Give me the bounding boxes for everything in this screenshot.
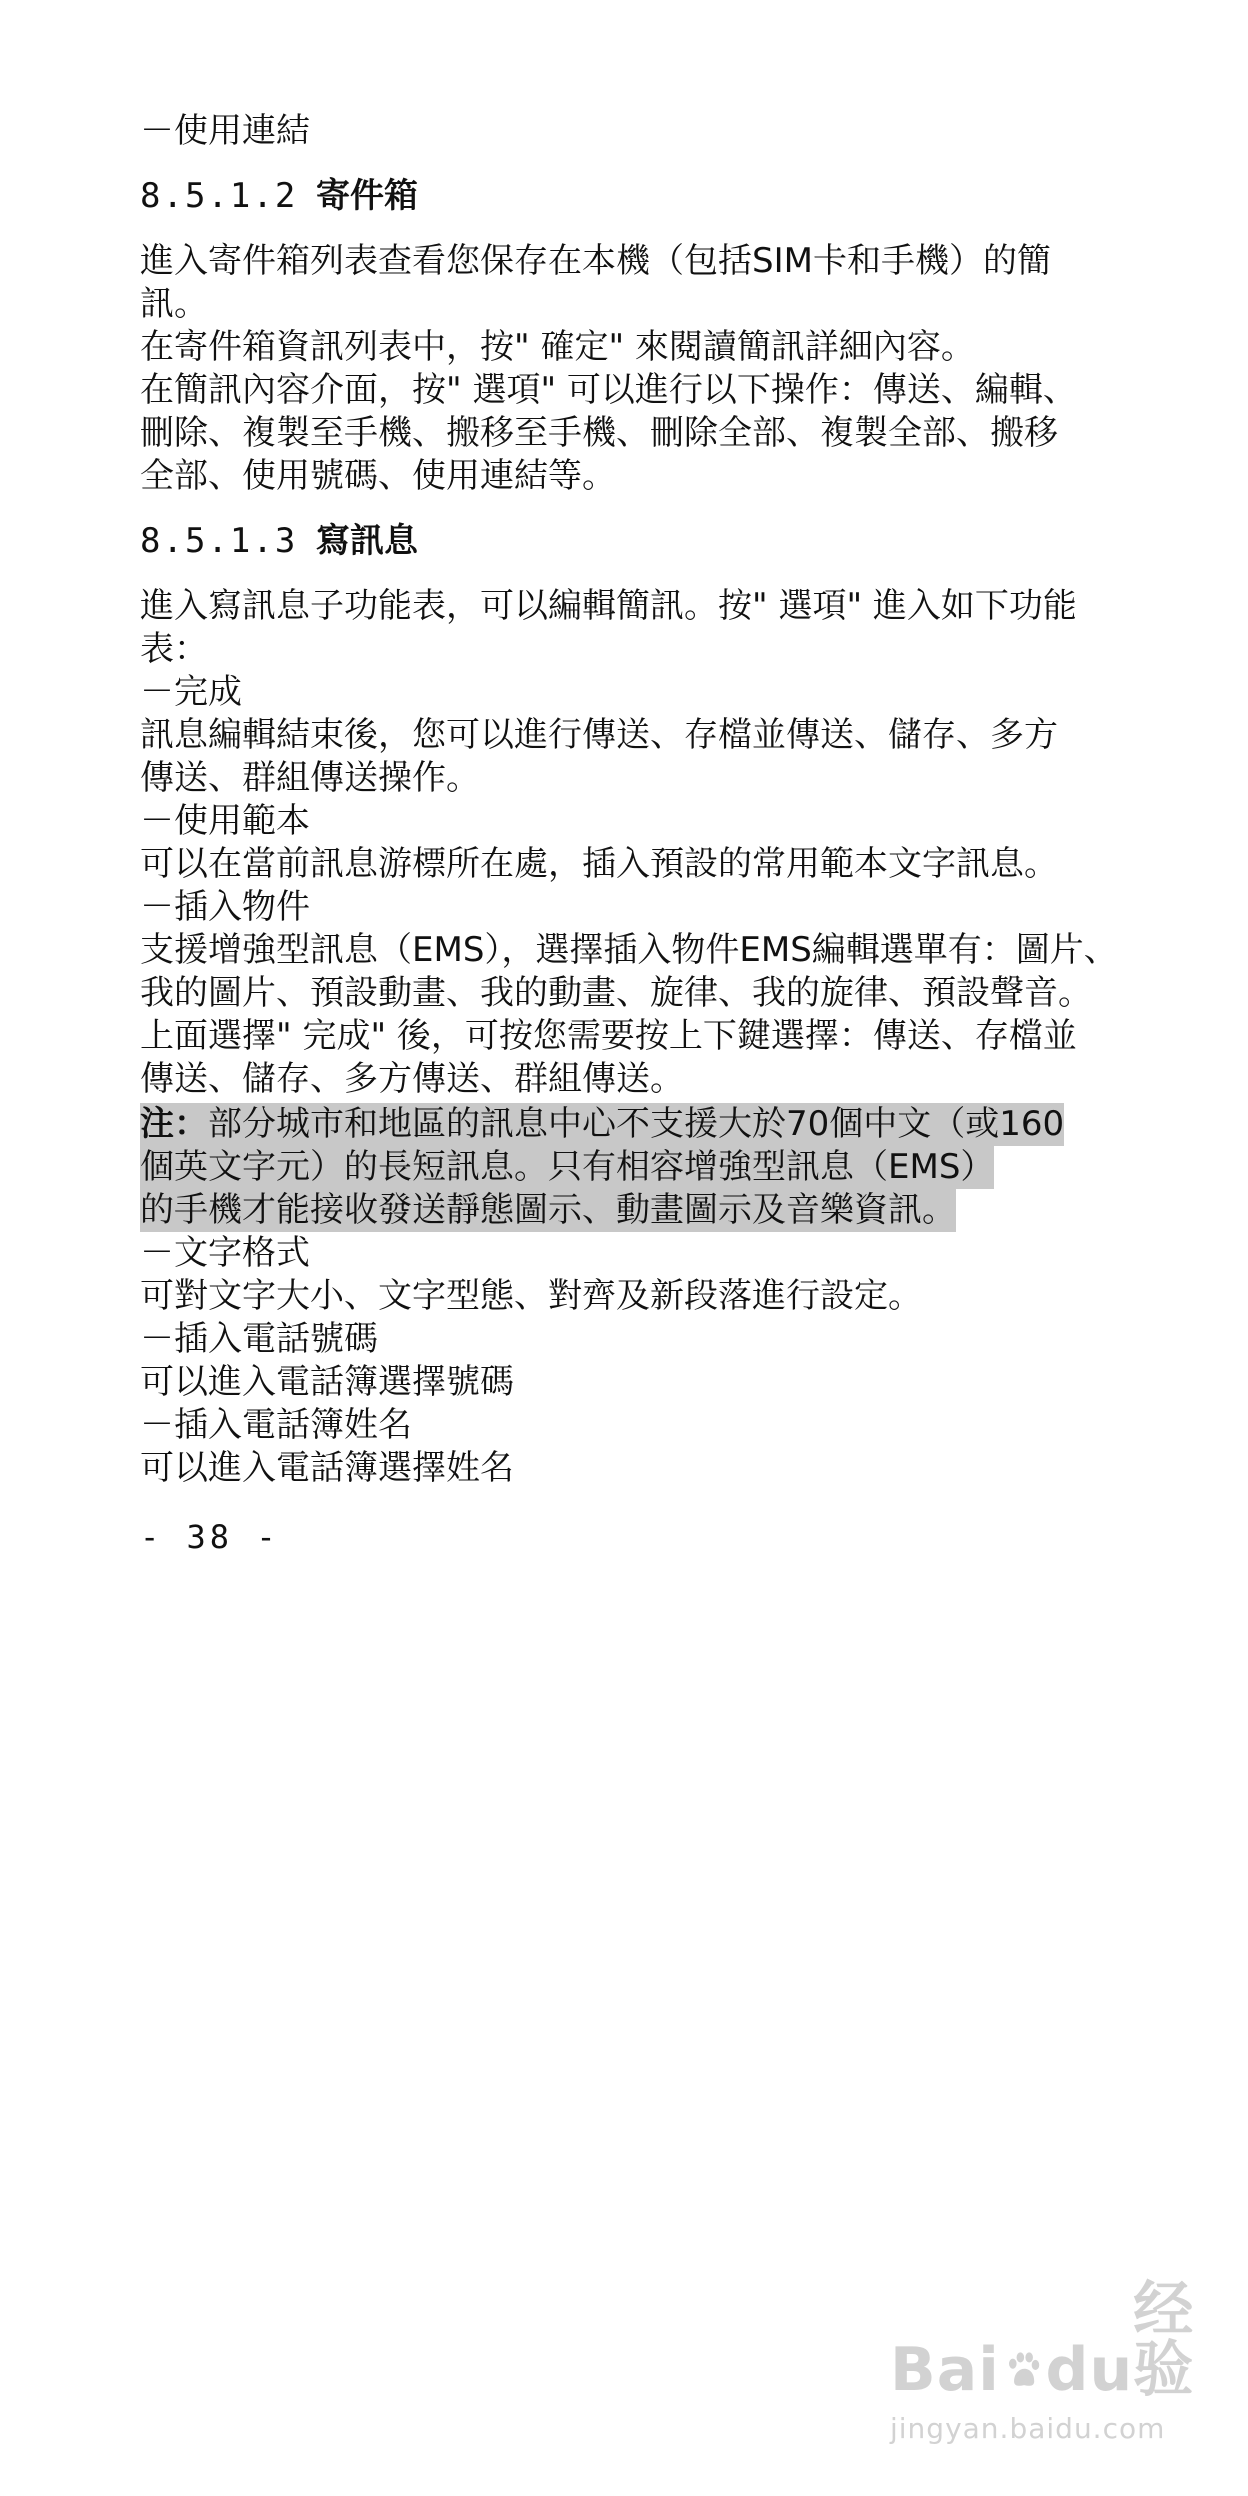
section-heading-8513: [140, 520, 1060, 563]
watermark-brand-mid: du: [1045, 2335, 1134, 2405]
text-line: －完成: [140, 672, 242, 712]
watermark-brand-left: Bai: [890, 2335, 1000, 2405]
text-line: 訊。: [140, 284, 208, 324]
text-line: 進入寫訊息子功能表，可以編輯簡訊。按" 選項" 進入如下功能: [140, 586, 1077, 626]
paw-icon: [1004, 2340, 1042, 2400]
text-line: －插入電話簿姓名: [140, 1405, 412, 1445]
text-line: －使用連結: [140, 111, 310, 151]
text-line: 支援增強型訊息（EMS），選擇插入物件EMS編輯選單有：圖片、: [140, 930, 1118, 970]
text-line: －文字格式: [140, 1233, 310, 1273]
page-number: - 38 -: [140, 1518, 280, 1556]
text-line: 傳送、群組傳送操作。: [140, 758, 480, 798]
text-line: 可以在當前訊息游標所在處，插入預設的常用範本文字訊息。: [140, 844, 1058, 884]
section-title: 寫訊息: [316, 521, 418, 561]
watermark-url: jingyan.baidu.com: [890, 2412, 1166, 2445]
text-line: 全部、使用號碼、使用連結等。: [140, 456, 616, 496]
text-line: 我的圖片、預設動畫、我的動畫、旋律、我的旋律、預設聲音。: [140, 973, 1092, 1013]
text-line: 刪除、複製至手機、搬移至手機、刪除全部、複製全部、搬移: [140, 413, 1058, 453]
text-line: 進入寄件箱列表查看您保存在本機（包括SIM卡和手機）的簡: [140, 241, 1051, 281]
text-line: 可以進入電話簿選擇姓名: [140, 1448, 514, 1488]
baidu-jingyan-watermark: [890, 2275, 1210, 2445]
section-8512-body: [140, 240, 1077, 498]
text-line: 在簡訊內容介面，按" 選項" 可以進行以下操作：傳送、編輯、: [140, 370, 1077, 410]
text-line: 可對文字大小、文字型態、對齊及新段落進行設定。: [140, 1276, 922, 1316]
section-heading-8512: [140, 175, 1060, 218]
text-line: －插入電話號碼: [140, 1319, 378, 1359]
text-line: 在寄件箱資訊列表中，按" 確定" 來閱讀簡訊詳細內容。: [140, 327, 975, 367]
text-line: 可以進入電話簿選擇號碼: [140, 1362, 514, 1402]
text-line: 上面選擇" 完成" 後，可按您需要按上下鍵選擇：傳送、存檔並: [140, 1016, 1077, 1056]
note-line: 個英文字元）的長短訊息。只有相容增強型訊息（EMS）: [140, 1147, 995, 1187]
note-line: 的手機才能接收發送靜態圖示、動畫圖示及音樂資訊。: [140, 1190, 956, 1230]
text-line: －插入物件: [140, 887, 310, 927]
text-line: 傳送、儲存、多方傳送、群組傳送。: [140, 1059, 684, 1099]
section-8513-body: [140, 585, 1118, 1490]
text-line: －使用範本: [140, 801, 310, 841]
section-number: 8.5.1.2: [140, 176, 298, 216]
highlighted-note: [140, 1103, 1065, 1232]
note-line: [140, 1103, 1064, 1146]
section-title: 寄件箱: [316, 176, 418, 216]
note-text: 部分城市和地區的訊息中心不支援大於70個中文（或160: [208, 1104, 1065, 1144]
watermark-logo: [890, 2275, 1210, 2405]
section-number: 8.5.1.3: [140, 521, 298, 561]
text-line: 表：: [140, 629, 208, 669]
note-label: 注：: [140, 1104, 208, 1144]
document-page: [140, 110, 1118, 1556]
watermark-brand-right: 经验: [1133, 2275, 1195, 2405]
text-line: 訊息編輯結束後，您可以進行傳送、存檔並傳送、儲存、多方: [140, 715, 1058, 755]
